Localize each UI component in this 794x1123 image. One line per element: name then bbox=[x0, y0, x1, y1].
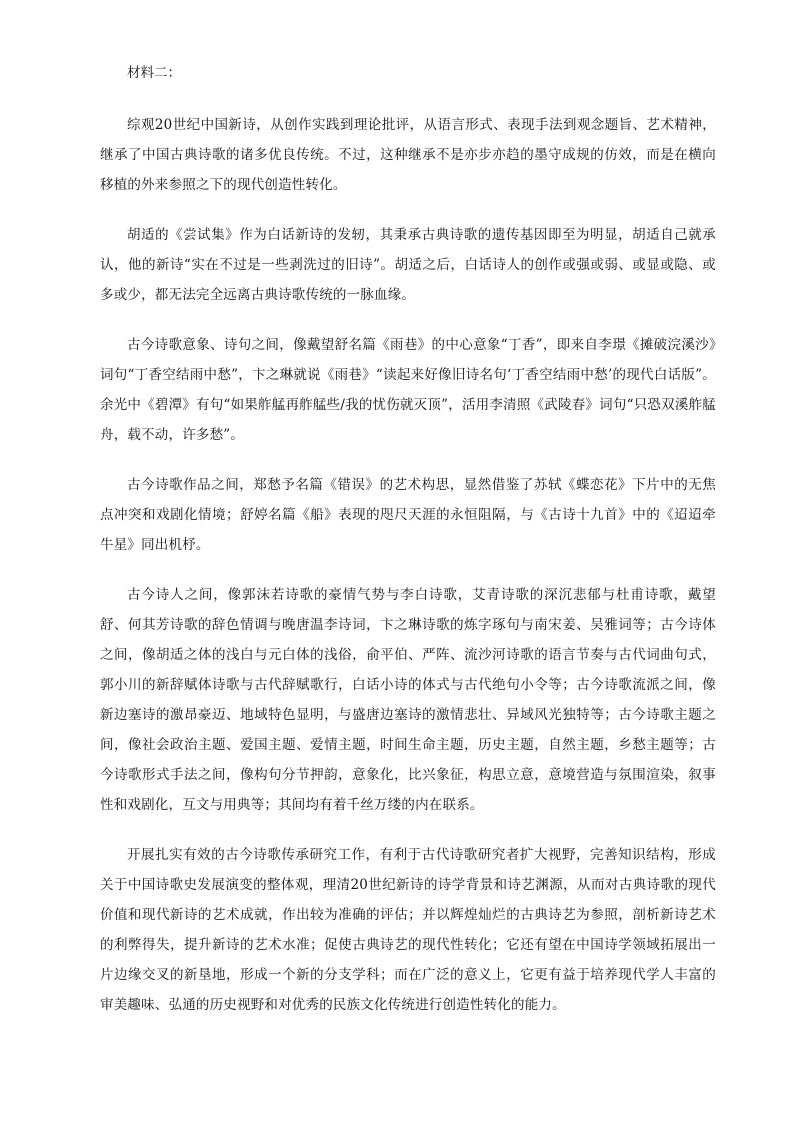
paragraph-4: 古今诗歌作品之间，郑愁予名篇《错误》的艺术构思，显然借鉴了苏轼《蝶恋花》下片中的无焦点冲突和戏剧化情境；舒婷名篇《船》表现的咫尺天涯的永恒阻隔，与《古诗十九首》中的《迢迢牵牛星》同出机杼。 bbox=[100, 477, 716, 553]
paragraph-6: 开展扎实有效的古今诗歌传承研究工作，有利于古代诗歌研究者扩大视野，完善知识结构，形成关于中国诗歌史发展演变的整体观，理清20世纪新诗的诗学背景和诗艺渊源，从而对古典诗歌的现代价值和现代新诗的艺术成就，作出较为准确的评估；并以辉煌灿烂的古典诗艺为参照，剖析新诗艺术的利弊得失，提升新诗的艺术水准；促使古典诗艺的现代性转化；它还有望在中国诗学领域拓展出一片边缘交叉的新垦地，形成一个新的分支学科；而在广泛的意义上，它更有益于培养现代学人丰富的审美趣味、弘通的历史视野和对优秀的民族文化传统进行创造性转化的能力。 bbox=[100, 847, 716, 1013]
paragraph-1: 综观20世纪中国新诗，从创作实践到理论批评，从语言形式、表现手法到观念题旨、艺术精神，继承了中国古典诗歌的诸多优良传统。不过，这种继承不是亦步亦趋的墨守成规的仿效，而是在横向移植的外来参照之下的现代创造性转化。 bbox=[100, 117, 716, 193]
paragraph-5: 古今诗人之间，像郭沫若诗歌的豪情气势与李白诗歌，艾青诗歌的深沉悲郁与杜甫诗歌，戴望舒、何其芳诗歌的辞色情调与晚唐温李诗词，卞之琳诗歌的炼字琢句与南宋姜、吴雅词等；古今诗体之间，像胡适之体的浅白与元白体的浅俗，俞平伯、严阵、流沙河诗歌的语言节奏与古代词曲句式，郭小川的新辞赋体诗歌与古代辞赋歌行，白话小诗的体式与古代绝句小令等；古今诗歌流派之间，像新边塞诗的激昂豪迈、地域特色显明，与盛唐边塞诗的激情悲壮、异域风光独特等；古今诗歌主题之间，像社会政治主题、爱国主题、爱情主题，时间生命主题，历史主题，自然主题，乡愁主题等；古今诗歌形式手法之间，像构句分节押韵，意象化，比兴象征，构思立意，意境营造与氛围渲染，叙事性和戏剧化，互文与用典等；其间均有着千丝万缕的内在联系。 bbox=[100, 587, 716, 813]
document-page bbox=[100, 58, 716, 1040]
paragraph-3: 古今诗歌意象、诗句之间，像戴望舒名篇《雨巷》的中心意象“丁香”，即来自李璟《摊破浣溪沙》词句“丁香空结雨中愁”，卞之琳就说《雨巷》“读起来好像旧诗名句‘丁香空结雨中愁’的现代白话版”。余光中《碧潭》有句“如果舴艋再舴艋些/我的忧伤就灭顶”，活用李清照《武陵春》词句“只恐双溪舴艋舟，载不动，许多愁”。 bbox=[100, 337, 716, 443]
paragraph-2: 胡适的《尝试集》作为白话新诗的发轫，其秉承古典诗歌的遗传基因即至为明显，胡适自己就承认，他的新诗“实在不过是一些剥洗过的旧诗”。胡适之后，白话诗人的创作或强或弱、或显或隐、或多或少，都无法完全远离古典诗歌传统的一脉血缘。 bbox=[100, 227, 716, 303]
section-heading: 材料二： bbox=[127, 65, 181, 81]
